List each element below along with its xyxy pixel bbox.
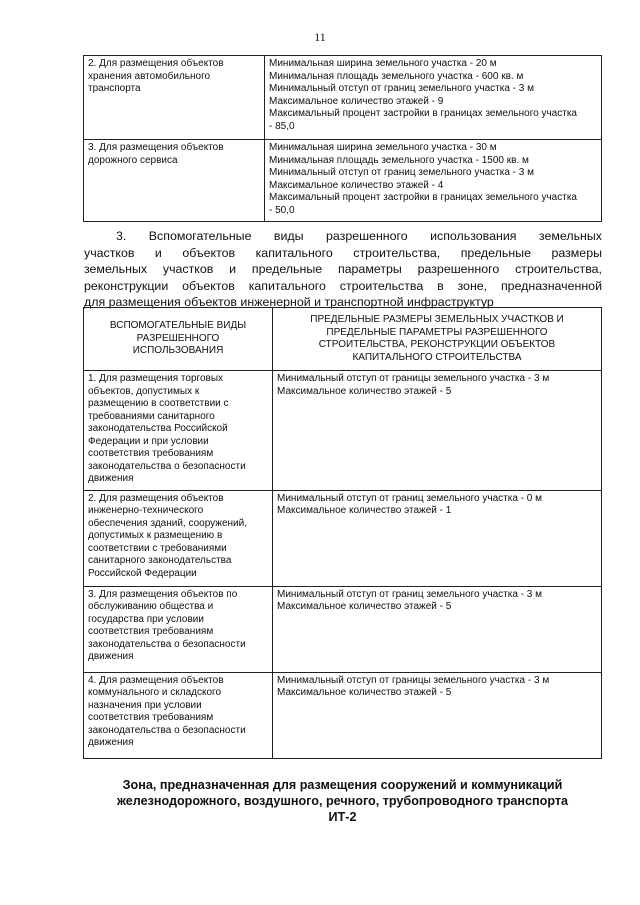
cell-line: 1. Для размещения торговых xyxy=(88,373,224,384)
cell-line: Минимальный отступ от границ земельного участка - 3 м xyxy=(269,167,535,178)
cell-line: назначения при условии xyxy=(88,699,202,711)
cell-line: Максимальный процент застройки в границах земельного участка xyxy=(269,108,577,119)
header-line: ПРЕДЕЛЬНЫЕ ПАРАМЕТРЫ РАЗРЕШЕННОГО xyxy=(326,326,548,338)
zone-heading-line: Зона, предназначенная для размещения сооружений и коммуникаций xyxy=(122,778,563,792)
header-line: КАПИТАЛЬНОГО СТРОИТЕЛЬСТВА xyxy=(352,351,522,363)
cell-line: Максимальное количество этажей - 9 xyxy=(269,95,444,107)
cell-line: движения xyxy=(88,737,134,748)
cell-line: транспорта xyxy=(88,83,141,94)
parameters-cell xyxy=(273,490,602,586)
header-line: ВСПОМОГАТЕЛЬНЫЕ ВИДЫ xyxy=(109,320,247,332)
zone-code: ИТ-2 xyxy=(328,810,357,824)
use-type-cell xyxy=(84,490,273,586)
cell-line: 4. Для размещения объектов xyxy=(88,674,224,686)
paragraph-line: для размещения объектов инженерной и транспортной инфраструктур xyxy=(84,295,494,309)
table-row xyxy=(84,56,602,140)
table-row xyxy=(84,672,602,758)
cell-line: Минимальный отступ от границы земельного участка - 3 м xyxy=(277,674,550,686)
cell-line: Минимальная ширина земельного участка - 30 м xyxy=(269,142,497,153)
zoning-table-main xyxy=(83,55,602,222)
use-type-cell xyxy=(84,371,273,491)
cell-line: допустимых к размещению в xyxy=(88,530,223,541)
section-heading-paragraph xyxy=(84,228,602,311)
cell-line: законодательства о безопасности xyxy=(88,460,246,472)
cell-line: Минимальная ширина земельного участка - 20 м xyxy=(269,58,497,69)
zone-heading-line: железнодорожного, воздушного, речного, трубопроводного транспорта xyxy=(116,794,569,808)
cell-line: 3. Для размещения объектов по xyxy=(88,588,238,600)
cell-line: обслуживанию общества и xyxy=(88,601,214,612)
cell-line: Минимальный отступ от границ земельного участка - 3 м xyxy=(269,83,535,94)
cell-line: требованиями санитарного xyxy=(88,410,215,422)
cell-line: Максимальное количество этажей - 4 xyxy=(269,179,444,191)
parameters-cell xyxy=(265,56,602,140)
cell-line: Минимальная площадь земельного участка - 600 кв. м xyxy=(269,70,524,82)
header-line: РАЗРЕШЕННОГО xyxy=(136,332,220,344)
cell-line: законодательства о безопасности xyxy=(88,638,246,650)
table-row xyxy=(84,586,602,672)
cell-line: Минимальный отступ от границ земельного участка - 3 м xyxy=(277,588,543,600)
use-type-cell xyxy=(84,56,265,140)
cell-line: Минимальный отступ от границы земельного участка - 3 м xyxy=(277,373,550,384)
use-type-cell xyxy=(84,586,273,672)
cell-line: движения xyxy=(88,473,134,484)
cell-line: 2. Для размещения объектов xyxy=(88,492,224,504)
cell-line: законодательства о безопасности xyxy=(88,724,246,736)
cell-line: соответствия требованиям xyxy=(88,712,214,723)
cell-line: объектов, допустимых к xyxy=(88,385,200,397)
cell-line: - 85,0 xyxy=(269,120,295,132)
table-row xyxy=(84,140,602,222)
zone-heading xyxy=(70,777,615,825)
parameters-cell xyxy=(265,140,602,222)
table-header-row xyxy=(84,308,602,371)
parameters-cell xyxy=(273,371,602,491)
use-type-cell xyxy=(84,140,265,222)
cell-line: соответствия требованиям xyxy=(88,626,214,637)
cell-line: инженерно-технического xyxy=(88,505,204,516)
cell-line: 3. Для размещения объектов xyxy=(88,142,224,153)
column-header-parameters xyxy=(273,308,602,371)
paragraph-line: реконструкции объектов капитального строительства в зоне, предназначенной xyxy=(84,278,602,293)
page-number: 11 xyxy=(314,30,326,44)
cell-line: Минимальный отступ от границ земельного участка - 0 м xyxy=(277,492,543,504)
cell-line: - 50,0 xyxy=(269,204,295,216)
table-row xyxy=(84,371,602,491)
cell-line: обеспечения зданий, сооружений, xyxy=(88,517,247,529)
cell-line: государства при условии xyxy=(88,613,204,625)
cell-line: соответствии с требованиями xyxy=(88,542,227,554)
parameters-cell xyxy=(273,586,602,672)
cell-line: Максимальное количество этажей - 5 xyxy=(277,385,452,397)
cell-line: Максимальный процент застройки в границах земельного участка xyxy=(269,192,577,203)
cell-line: размещению в соответствии с xyxy=(88,398,229,409)
cell-line: 2. Для размещения объектов xyxy=(88,58,224,69)
column-header-use-types xyxy=(84,308,273,371)
cell-line: соответствия требованиям xyxy=(88,448,214,459)
paragraph-line: участков и объектов капитального строительства, предельные размеры xyxy=(84,245,602,260)
cell-line: движения xyxy=(88,651,134,662)
cell-line: Максимальное количество этажей - 5 xyxy=(277,687,452,698)
cell-line: Федерации и при условии xyxy=(88,435,209,447)
cell-line: Минимальная площадь земельного участка - 1500 кв. м xyxy=(269,154,529,166)
cell-line: законодательства Российской xyxy=(88,423,228,434)
cell-line: хранения автомобильного xyxy=(88,70,211,82)
cell-line: Российской Федерации xyxy=(88,567,197,579)
cell-line: Максимальное количество этажей - 1 xyxy=(277,505,452,516)
header-line: СТРОИТЕЛЬСТВА, РЕКОНСТРУКЦИИ ОБЪЕКТОВ xyxy=(318,339,556,350)
use-type-cell xyxy=(84,672,273,758)
parameters-cell xyxy=(273,672,602,758)
paragraph-line: земельных участков и предельные параметры разрешенного строительства, xyxy=(84,262,602,276)
header-line: ИСПОЛЬЗОВАНИЯ xyxy=(132,345,224,357)
cell-line: коммунального и складского xyxy=(88,687,222,698)
cell-line: Максимальное количество этажей - 5 xyxy=(277,601,452,612)
cell-line: дорожного сервиса xyxy=(88,154,178,166)
cell-line: санитарного законодательства xyxy=(88,555,232,566)
paragraph-line: 3. Вспомогательные виды разрешенного использования земельных xyxy=(116,229,602,243)
table-row xyxy=(84,490,602,586)
auxiliary-use-table xyxy=(83,307,602,759)
header-line: ПРЕДЕЛЬНЫЕ РАЗМЕРЫ ЗЕМЕЛЬНЫХ УЧАСТКОВ И xyxy=(310,314,564,325)
